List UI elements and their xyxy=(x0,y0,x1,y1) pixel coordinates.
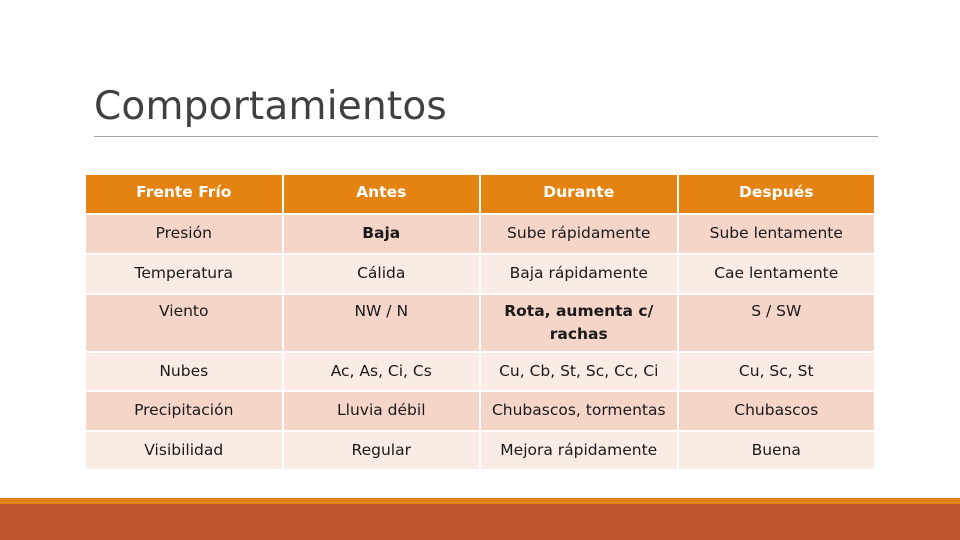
table-cell: Chubascos, tormentas xyxy=(481,392,677,430)
table-row xyxy=(86,215,874,253)
table-cell: NW / N xyxy=(284,295,480,351)
table-cell: Cu, Sc, St xyxy=(679,353,875,390)
table-cell: Ac, As, Ci, Cs xyxy=(284,353,480,390)
table-row xyxy=(86,432,874,469)
table-cell: Cu, Cb, St, Sc, Cc, Ci xyxy=(481,353,677,390)
table-cell: Precipitación xyxy=(86,392,282,430)
header-cell-after: Después xyxy=(679,175,875,213)
comparison-table xyxy=(84,173,876,471)
table-cell: Mejora rápidamente xyxy=(481,432,677,469)
table-cell: Nubes xyxy=(86,353,282,390)
table-cell: Temperatura xyxy=(86,255,282,293)
table-row xyxy=(86,392,874,430)
table-row xyxy=(86,255,874,293)
table-cell: Sube rápidamente xyxy=(481,215,677,253)
table-cell: Presión xyxy=(86,215,282,253)
table-cell: Cálida xyxy=(284,255,480,293)
table-cell: Baja rápidamente xyxy=(481,255,677,293)
table-cell: Rota, aumenta c/ rachas xyxy=(481,295,677,351)
table-cell: Sube lentamente xyxy=(679,215,875,253)
table-cell: Chubascos xyxy=(679,392,875,430)
table-cell: Lluvia débil xyxy=(284,392,480,430)
header-cell-front: Frente Frío xyxy=(86,175,282,213)
table-cell: Cae lentamente xyxy=(679,255,875,293)
title-divider xyxy=(94,136,878,137)
table-cell: Buena xyxy=(679,432,875,469)
table-row xyxy=(86,353,874,390)
table-cell: S / SW xyxy=(679,295,875,351)
slide-title: Comportamientos xyxy=(94,84,447,129)
table-cell: Regular xyxy=(284,432,480,469)
table-header-row xyxy=(86,175,874,213)
table-cell: Visibilidad xyxy=(86,432,282,469)
table-cell: Viento xyxy=(86,295,282,351)
header-cell-during: Durante xyxy=(481,175,677,213)
table-row xyxy=(86,295,874,351)
table-cell: Baja xyxy=(284,215,480,253)
footer-band xyxy=(0,504,960,540)
header-cell-before: Antes xyxy=(284,175,480,213)
